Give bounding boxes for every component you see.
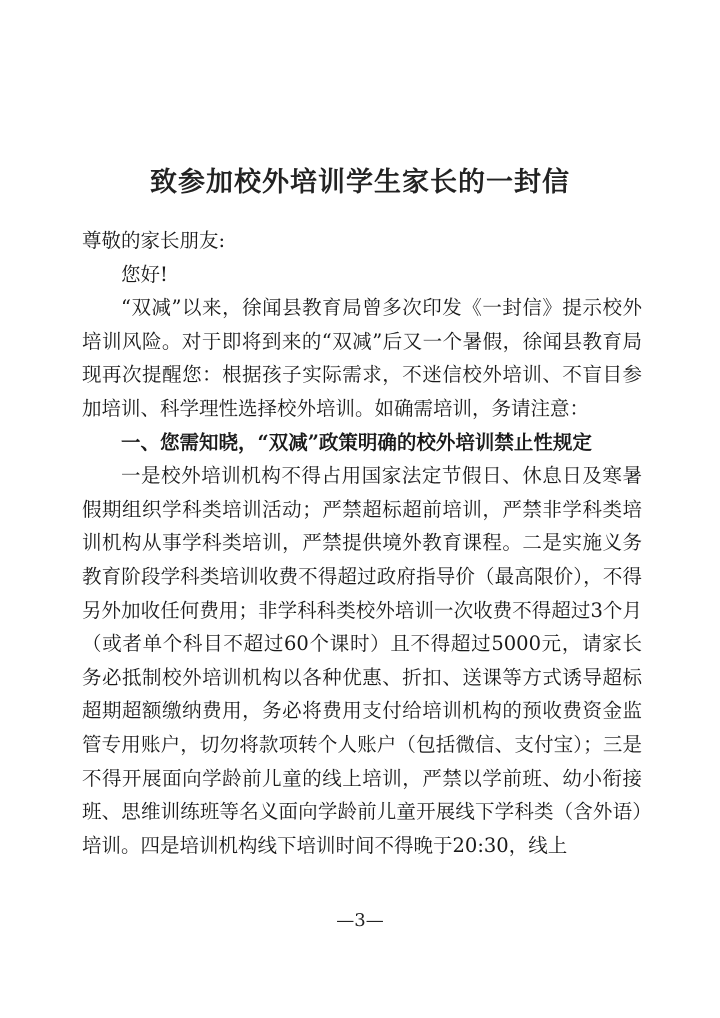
- letter-body: [82, 224, 642, 862]
- section-heading-1: 一、您需知晓，“双减”政策明确的校外培训禁止性规定: [121, 430, 592, 454]
- paragraph-rules: 一是校外培训机构不得占用国家法定节假日、休息日及寒暑假期组织学科类培训活动；严禁超标超前培训，严禁非学科类培训机构从事学科类培训，严禁提供境外教育课程。二是实施义务教育阶段学科类培训收费不得超过政府指导价（最高限价），不得另外加收任何费用；非学科科类校外培训一次收费不得超过3个月（或者单个科目不超过60个课时）且不得超过5000元，请家长务必抵制校外培训机构以各种优惠、折扣、送课等方式诱导超标超期超额缴纳费用，务必将费用支付给培训机构的预收费资金监管专用账户，切勿将款项转个人账户（包括微信、支付宝）；三是不得开展面向学龄前儿童的线上培训，严禁以学前班、幼小衔接班、思维训练班等名义面向学龄前儿童开展线下学科类（含外语）培训。四是培训机构线下培训时间不得晚于20:30，线上: [82, 464, 642, 857]
- greeting: 您好!: [121, 262, 168, 286]
- page-number: —3—: [336, 910, 384, 931]
- page-title: 致参加校外培训学生家长的一封信: [150, 167, 570, 198]
- paragraph-intro: “双减”以来，徐闻县教育局曾多次印发《一封信》提示校外培训风险。对于即将到来的“双减”后又一个暑假，徐闻县教育局现再次提醒您：根据孩子实际需求，不迷信校外培训、不盲目参加培训、科学理性选择校外培训。如确需培训，务请注意：: [82, 296, 642, 420]
- salutation: 尊敬的家长朋友:: [82, 229, 226, 252]
